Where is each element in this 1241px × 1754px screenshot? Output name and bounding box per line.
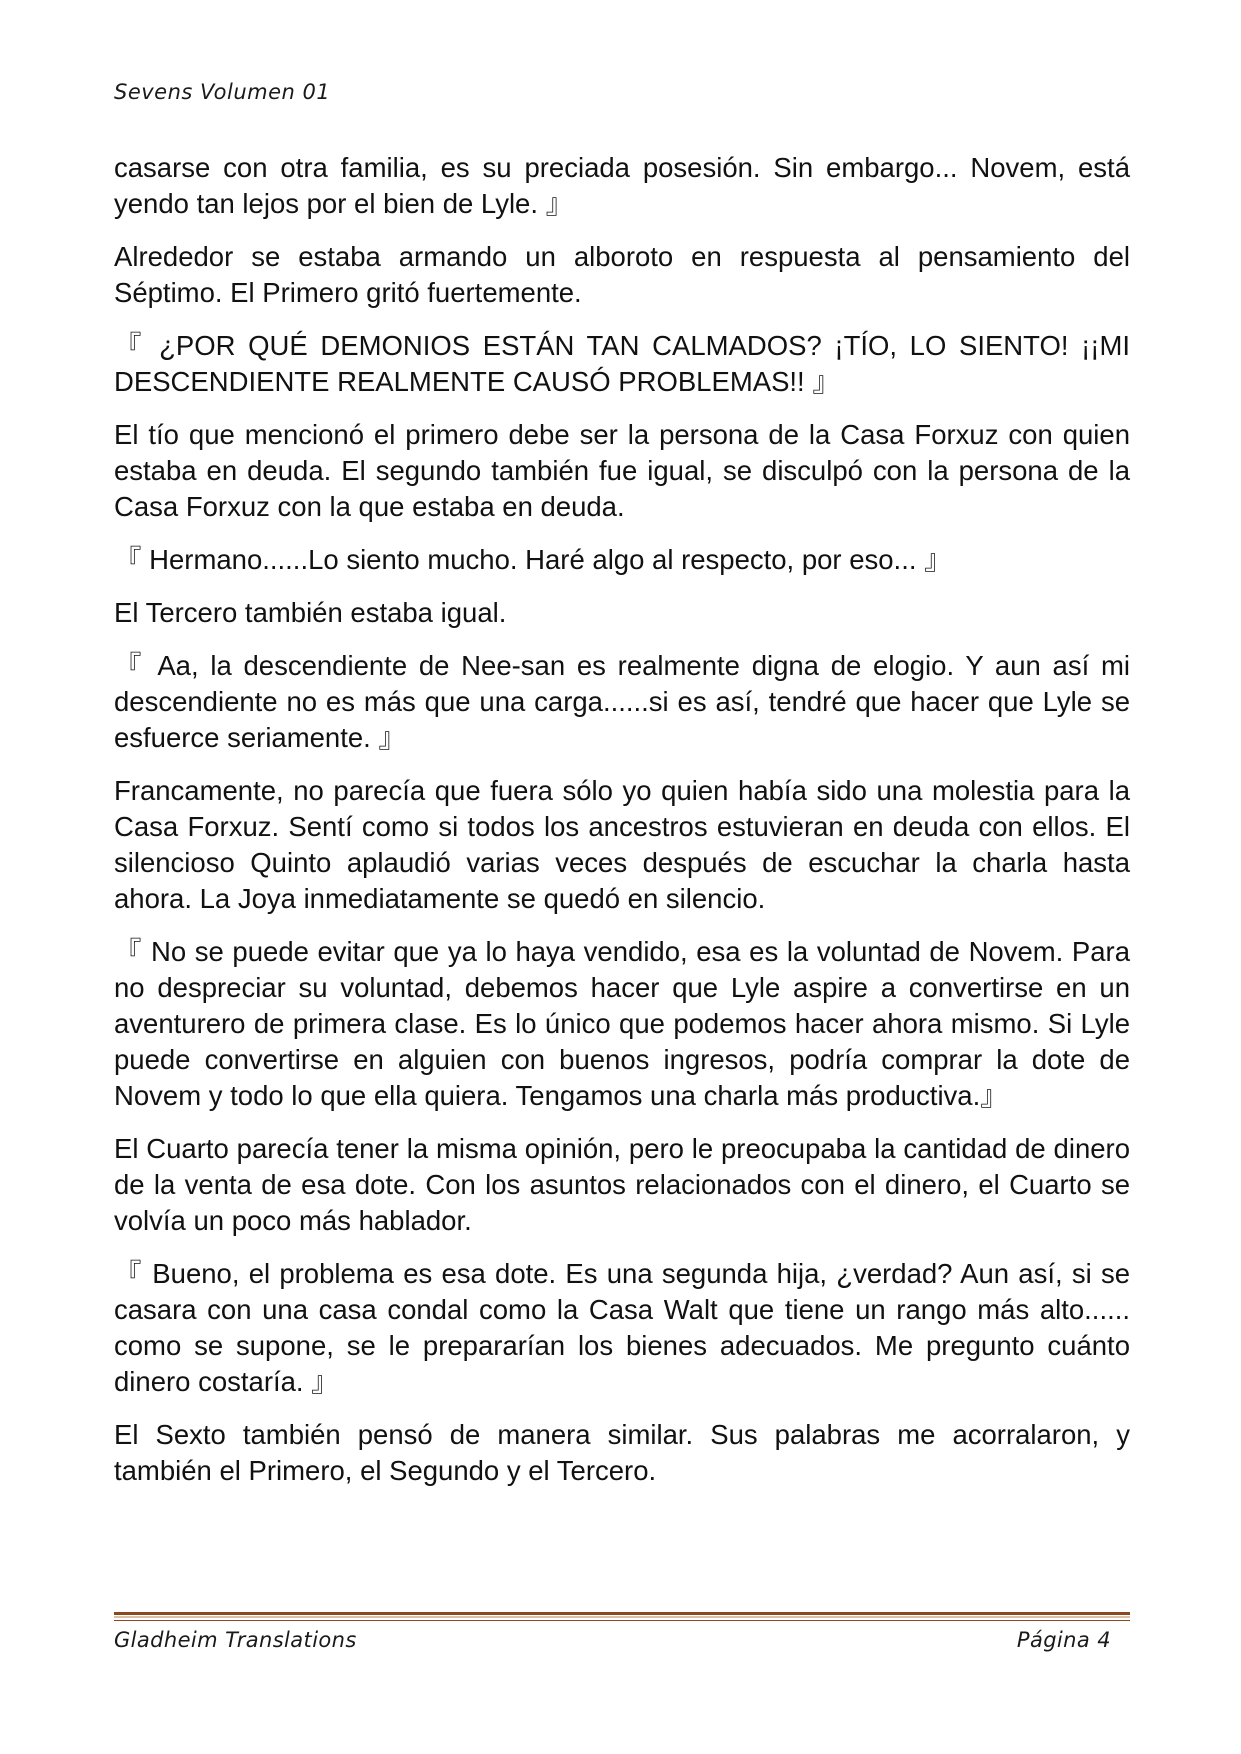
- dialogue-paragraph: 『 ¿POR QUÉ DEMONIOS ESTÁN TAN CALMADOS? ¡TÍO, LO SIENTO! ¡¡MI DESCENDIENTE REALMENTE CAUSÓ PROBLEMAS!! 』: [114, 330, 1130, 397]
- running-header: Sevens Volumen 01: [114, 80, 331, 104]
- dialogue-paragraph: 『 Aa, la descendiente de Nee-san es realmente digna de elogio. Y aun así mi descendiente no es más que una carga......si es así, tendré que hacer que Lyle se esfuerce seriamente. 』: [114, 650, 1130, 753]
- dialogue-paragraph: 『 Bueno, el problema es esa dote. Es una segunda hija, ¿verdad? Aun así, si se casara con una casa condal como la Casa Walt que tiene un rango más alto...... como se supone, se le prepararían los bienes adecuados. Me pregunto cuánto dinero costaría. 』: [114, 1258, 1130, 1397]
- paragraph: El Tercero también estaba igual.: [114, 597, 507, 628]
- paragraph: El Sexto también pensó de manera similar. Sus palabras me acorralaron, y también el Primero, el Segundo y el Tercero.: [114, 1419, 1130, 1486]
- paragraph: casarse con otra familia, es su preciada posesión. Sin embargo... Novem, está yendo tan lejos por el bien de Lyle. 』: [114, 152, 1130, 219]
- footer-divider: [114, 1612, 1130, 1621]
- footer-credit: Gladheim Translations: [114, 1628, 357, 1652]
- dialogue-paragraph: 『 No se puede evitar que ya lo haya vendido, esa es la voluntad de Novem. Para no despreciar su voluntad, debemos hacer que Lyle aspire a convertirse en un aventurero de primera clase. Es lo único que podemos hacer ahora mismo. Si Lyle puede convertirse en alguien con buenos ingresos, podría comprar la dote de Novem y todo lo que ella quiera. Tengamos una charla más productiva.』: [114, 936, 1130, 1111]
- paragraph: Alrededor se estaba armando un alboroto en respuesta al pensamiento del Séptimo. El Primero gritó fuertemente.: [114, 241, 1130, 308]
- paragraph: El Cuarto parecía tener la misma opinión, pero le preocupaba la cantidad de dinero de la venta de esa dote. Con los asuntos relacionados con el dinero, el Cuarto se volvía un poco más hablador.: [114, 1133, 1130, 1236]
- body-text: [114, 150, 1130, 1506]
- dialogue-paragraph: 『 Hermano......Lo siento mucho. Haré algo al respecto, por eso... 』: [114, 544, 952, 575]
- paragraph: Francamente, no parecía que fuera sólo yo quien había sido una molestia para la Casa Forxuz. Sentí como si todos los ancestros estuvieran en deuda con ellos. El silencioso Quinto aplaudió varias veces después de escuchar la charla hasta ahora. La Joya inmediatamente se quedó en silencio.: [114, 775, 1130, 914]
- paragraph: El tío que mencionó el primero debe ser la persona de la Casa Forxuz con quien estaba en deuda. El segundo también fue igual, se disculpó con la persona de la Casa Forxuz con la que estaba en deuda.: [114, 419, 1130, 522]
- page-number: Página 4: [1016, 1628, 1111, 1652]
